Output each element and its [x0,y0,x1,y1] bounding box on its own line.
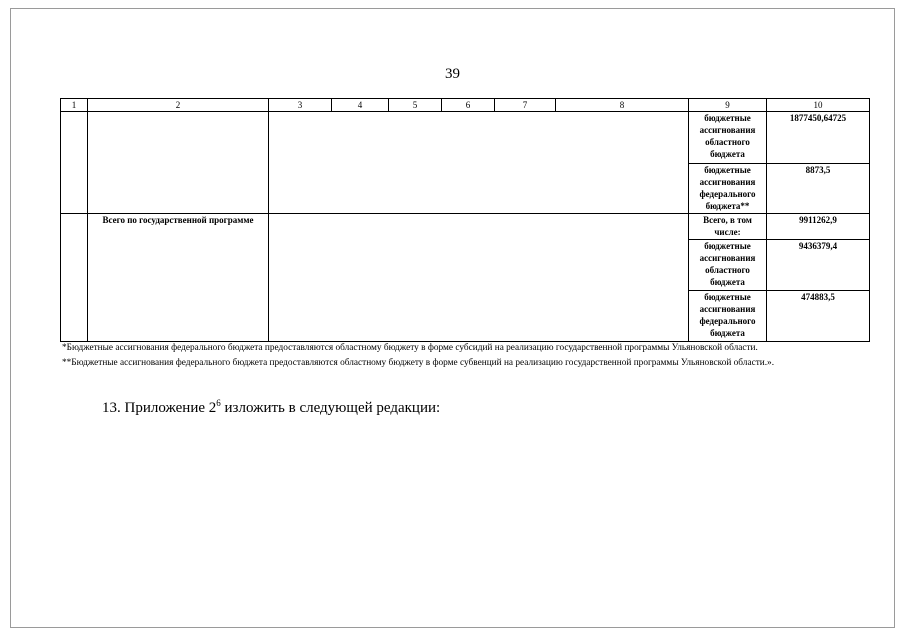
table-cell [269,214,689,342]
column-header: 3 [269,99,332,112]
program-total-title: Всего по государственной программе [88,214,269,342]
budget-value: 1877450,64725 [767,112,870,164]
amendment-text-suffix: изложить в следующей редакции: [220,400,441,416]
budget-label: Всего, в том числе: [689,214,767,240]
table-cell [269,112,689,214]
table-cell [88,112,269,214]
table-cell [61,112,88,214]
column-header: 1 [61,99,88,112]
budget-label: бюджетные ассигнования федерального бюджета [689,291,767,342]
column-header: 9 [689,99,767,112]
column-header: 10 [767,99,870,112]
column-header: 6 [442,99,495,112]
budget-label: бюджетные ассигнования областного бюджета [689,112,767,164]
footnote: *Бюджетные ассигнования федерального бюджета предоставляются областному бюджету в форме субсидий на реализацию государственной программы Ульяновской области. [62,343,758,353]
budget-value: 474883,5 [767,291,870,342]
column-header: 5 [389,99,442,112]
amendment-text: 13. Приложение 2 [102,400,217,416]
table-row [61,112,870,164]
budget-value: 9436379,4 [767,240,870,291]
column-header: 2 [88,99,269,112]
footnotes [62,342,868,371]
column-header: 8 [556,99,689,112]
table-header-row [61,99,870,112]
column-header: 7 [495,99,556,112]
amendment-superscript: 6 [216,398,221,408]
page-number: 39 [445,66,460,82]
column-header: 4 [332,99,389,112]
table-cell [61,214,88,342]
budget-value: 8873,5 [767,164,870,214]
budget-table [60,98,870,342]
table-row [61,214,870,240]
footnote: **Бюджетные ассигнования федерального бюджета предоставляются областному бюджету в форме субвенций на реализацию государственной программы Ульяновской области.». [62,357,775,368]
budget-label: бюджетные ассигнования областного бюджета [689,240,767,291]
budget-value: 9911262,9 [767,214,870,240]
amendment-item [102,398,440,417]
budget-label: бюджетные ассигнования федерального бюджета** [689,164,767,214]
